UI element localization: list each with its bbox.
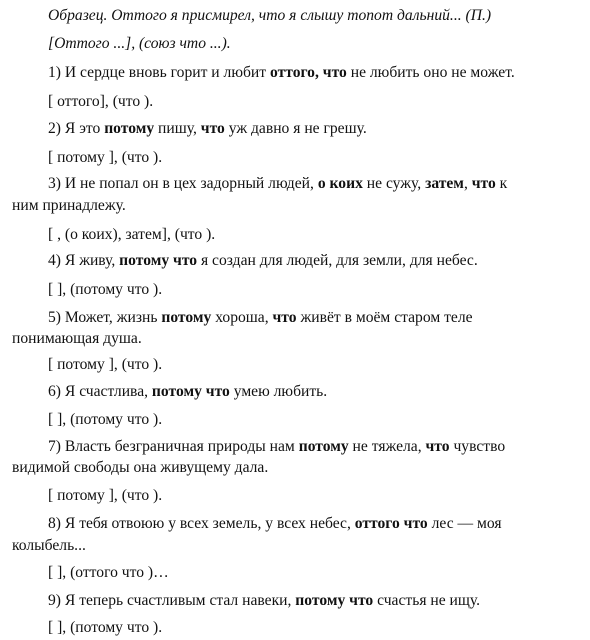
conjunction: потому что [119, 252, 198, 269]
example-scheme: [Оттого ...], (союз что ...). [48, 35, 231, 52]
sentence-4 [48, 251, 478, 271]
text-fragment: не сужу, [362, 175, 426, 192]
conjunction: потому [161, 309, 212, 326]
conjunction: оттого что [354, 515, 428, 532]
text-fragment: 5) Может, жизнь [48, 309, 162, 326]
text-fragment: не тяжела, [348, 438, 426, 455]
text-fragment: 7) Власть безграничная природы нам [48, 438, 299, 455]
text-fragment: живёт в моём старом теле [296, 309, 473, 326]
example-sentence: Образец. Оттого я присмирел, что я слышу топот дальний... (П.) [48, 7, 492, 24]
sentence-5 [48, 308, 473, 328]
conjunction: о коих [317, 175, 363, 192]
conjunction: затем [425, 175, 464, 192]
sentence-9 [48, 591, 480, 611]
text-fragment: пишу, [154, 120, 201, 137]
conjunction: что [272, 309, 297, 326]
scheme-7: [ потому ], (что ). [48, 487, 163, 504]
conjunction: что [425, 438, 450, 455]
text-fragment: 8) Я тебя отвоюю у всех земель, у всех небес, [48, 515, 355, 532]
conjunction: оттого, что [269, 64, 347, 81]
scheme-2: [ потому ], (что ). [48, 149, 163, 166]
sentence-3 [48, 174, 507, 194]
text-fragment: 1) И сердце вновь горит и любит [48, 64, 270, 81]
text-fragment: не любить оно не может. [346, 64, 515, 81]
conjunction: что [471, 175, 496, 192]
scheme-1: [ оттого], (что ). [48, 93, 154, 110]
sentence-8 [48, 514, 502, 534]
sentence-8-cont: колыбель... [12, 537, 86, 554]
text-fragment: 4) Я живу, [48, 252, 120, 269]
sentence-6 [48, 382, 327, 402]
sentence-5-cont: понимающая душа. [12, 330, 142, 347]
scheme-6: [ ], (потому что ). [48, 411, 163, 428]
scheme-8: [ ], (оттого что )… [48, 564, 169, 581]
scheme-9: [ ], (потому что ). [48, 619, 163, 636]
sentence-1 [48, 63, 515, 83]
scheme-4: [ ], (потому что ). [48, 281, 163, 298]
text-fragment: хороша, [211, 309, 273, 326]
scheme-3: [ , (о коих), затем], (что ). [48, 226, 216, 243]
text-fragment: чувство [449, 438, 506, 455]
text-fragment: 9) Я теперь счастливым стал навеки, [48, 592, 296, 609]
text-fragment: 6) Я счастлива, [48, 383, 152, 400]
text-fragment: я создан для людей, для земли, для небес. [197, 252, 478, 269]
text-fragment: 3) И не попал он в цех задорный людей, [48, 175, 318, 192]
text-fragment: умею любить. [229, 383, 328, 400]
conjunction: потому что [151, 383, 230, 400]
scheme-5: [ потому ], (что ). [48, 356, 163, 373]
sentence-2 [48, 119, 367, 139]
sentence-7 [48, 437, 505, 457]
text-fragment: к [495, 175, 508, 192]
text-fragment: 2) Я это [48, 120, 105, 137]
sentence-3-cont: ним принадлежу. [12, 197, 126, 214]
text-fragment: счастья не ищу. [373, 592, 481, 609]
conjunction: что [200, 120, 225, 137]
conjunction: потому [104, 120, 155, 137]
text-fragment: уж давно я не грешу. [224, 120, 367, 137]
sentence-7-cont: видимой свободы она живущему дала. [12, 459, 269, 476]
conjunction: потому [298, 438, 349, 455]
conjunction: потому что [295, 592, 374, 609]
text-fragment: , [463, 175, 472, 192]
text-fragment: лес — моя [427, 515, 502, 532]
